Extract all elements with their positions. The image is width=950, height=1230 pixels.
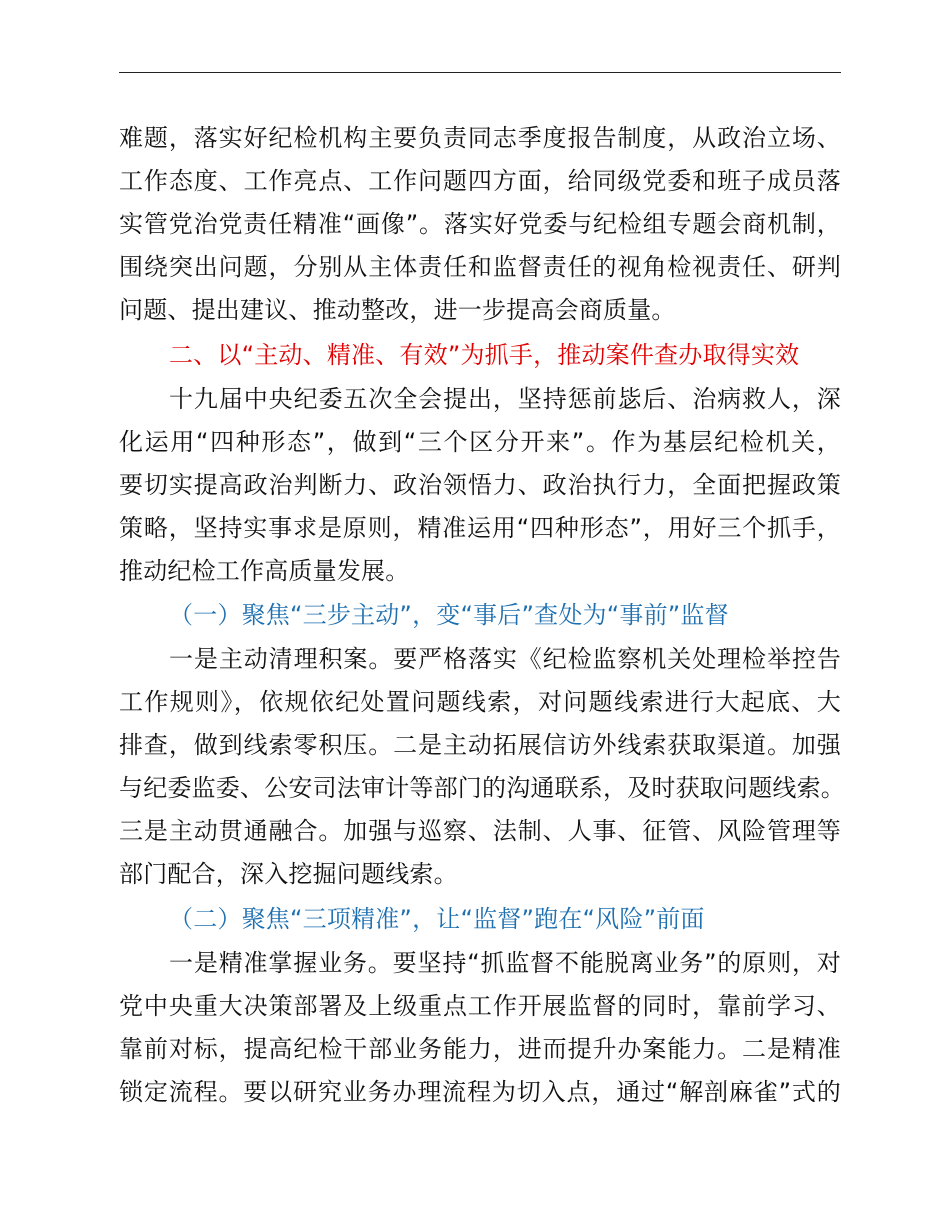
- paragraph-line: 推动纪检工作高质量发展。: [119, 557, 410, 585]
- paragraph-line: 要切实提高政治判断力、政治领悟力、政治执行力，全面把握政策: [119, 471, 841, 499]
- paragraph-line: 围绕突出问题，分别从主体责任和监督责任的视角检视责任、研判: [119, 253, 841, 281]
- paragraph-line: 问题、提出建议、推动整改，进一步提高会商质量。: [119, 296, 676, 324]
- paragraph-line: 工作态度、工作亮点、工作问题四方面，给同级党委和班子成员落: [119, 167, 841, 195]
- paragraph-line: 部门配合，深入挖掘问题线索。: [119, 860, 458, 888]
- paragraph-line: 工作规则》，依规依纪处置问题线索，对问题线索进行大起底、大: [119, 688, 841, 716]
- paragraph-line: 实管党治党责任精准“画像”。落实好党委与纪检组专题会商机制，: [119, 210, 841, 238]
- paragraph-line: 一是精准掌握业务。要坚持“抓监督不能脱离业务”的原则，对: [169, 949, 841, 977]
- paragraph-line: 十九届中央纪委五次全会提出，坚持惩前毖后、治病救人，深: [169, 385, 841, 413]
- header-rule: [119, 72, 841, 73]
- subsection-heading-2: （二）聚焦“三项精准”，让“监督”跑在“风险”前面: [169, 905, 705, 933]
- paragraph-line: 与纪委监委、公安司法审计等部门的沟通联系，及时获取问题线索。: [119, 774, 845, 802]
- section-heading-2: 二、以“主动、精准、有效”为抓手，推动案件查办取得实效: [169, 341, 800, 369]
- subsection-heading-1: （一）聚焦“三步主动”，变“事后”查处为“事前”监督: [169, 601, 729, 629]
- paragraph-line: 党中央重大决策部署及上级重点工作开展监督的同时，靠前学习、: [119, 992, 841, 1020]
- paragraph-line: 锁定流程。要以研究业务办理流程为切入点，通过“解剖麻雀”式的: [119, 1078, 841, 1106]
- paragraph-line: 策略，坚持实事求是原则，精准运用“四种形态”，用好三个抓手，: [119, 514, 841, 542]
- paragraph-line: 三是主动贯通融合。加强与巡察、法制、人事、征管、风险管理等: [119, 817, 841, 845]
- paragraph-line: 化运用“四种形态”，做到“三个区分开来”。作为基层纪检机关，: [119, 428, 841, 456]
- paragraph-line: 靠前对标，提高纪检干部业务能力，进而提升办案能力。二是精准: [119, 1035, 841, 1063]
- paragraph-line: 难题，落实好纪检机构主要负责同志季度报告制度，从政治立场、: [119, 124, 841, 152]
- paragraph-line: 一是主动清理积案。要严格落实《纪检监察机关处理检举控告: [169, 645, 841, 673]
- paragraph-line: 排查，做到线索零积压。二是主动拓展信访外线索获取渠道。加强: [119, 731, 841, 759]
